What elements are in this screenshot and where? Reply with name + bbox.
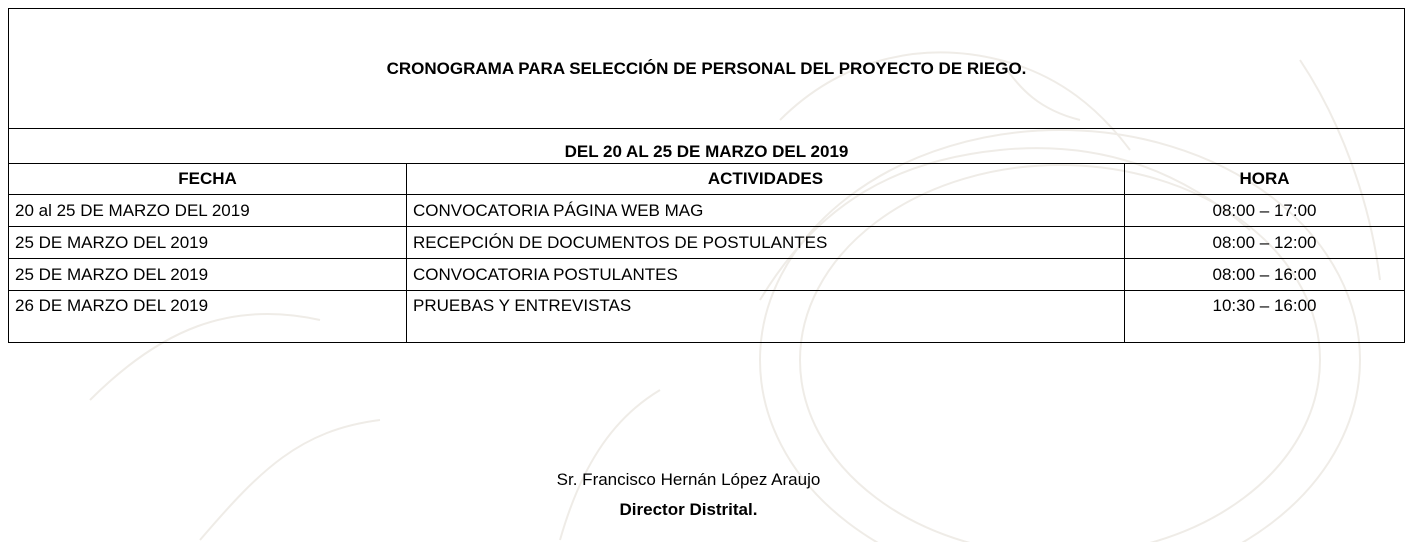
row-time: 08:00 – 16:00 xyxy=(1125,259,1405,291)
row-time: 08:00 – 12:00 xyxy=(1125,227,1405,259)
row-activity: CONVOCATORIA POSTULANTES xyxy=(407,259,1125,291)
table-row xyxy=(9,259,1405,291)
table-row xyxy=(9,291,1405,343)
signature-position: Director Distrital. xyxy=(619,500,758,519)
header-row xyxy=(9,164,1405,195)
column-header-activity: ACTIVIDADES xyxy=(407,164,1125,195)
row-activity: CONVOCATORIA PÁGINA WEB MAG xyxy=(407,195,1125,227)
signature-name: Sr. Francisco Hernán López Araujo xyxy=(556,470,821,489)
column-header-time: HORA xyxy=(1125,164,1405,195)
table-row xyxy=(9,227,1405,259)
row-date: 25 DE MARZO DEL 2019 xyxy=(9,259,407,291)
title-row xyxy=(9,9,1405,129)
row-date: 20 al 25 DE MARZO DEL 2019 xyxy=(9,195,407,227)
schedule-table xyxy=(8,8,1405,343)
row-activity: PRUEBAS Y ENTREVISTAS xyxy=(407,291,1125,343)
row-activity: RECEPCIÓN DE DOCUMENTOS DE POSTULANTES xyxy=(407,227,1125,259)
schedule-period: DEL 20 AL 25 DE MARZO DEL 2019 xyxy=(9,129,1405,164)
row-time: 10:30 – 16:00 xyxy=(1125,291,1405,343)
row-date: 25 DE MARZO DEL 2019 xyxy=(9,227,407,259)
period-row xyxy=(9,129,1405,164)
column-header-date: FECHA xyxy=(9,164,407,195)
row-date: 26 DE MARZO DEL 2019 xyxy=(9,291,407,343)
row-time: 08:00 – 17:00 xyxy=(1125,195,1405,227)
schedule-title: CRONOGRAMA PARA SELECCIÓN DE PERSONAL DEL PROYECTO DE RIEGO. xyxy=(9,9,1405,129)
table-row xyxy=(9,195,1405,227)
